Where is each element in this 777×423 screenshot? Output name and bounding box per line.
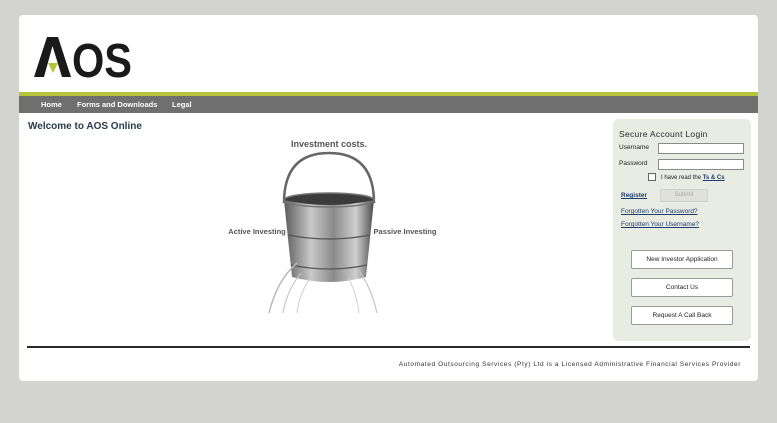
contact-us-button[interactable]: Contact Us <box>631 278 733 297</box>
terms-text <box>661 175 725 181</box>
investment-costs-illustration <box>199 135 439 315</box>
illustration-title: Investment costs. <box>290 139 368 149</box>
password-label: Password <box>619 160 648 167</box>
page-title: Welcome to AOS Online <box>28 121 142 132</box>
header <box>19 15 758 92</box>
terms-prefix: I have read the <box>661 175 702 181</box>
forgot-password-link[interactable]: Forgotten Your Password? <box>621 208 698 215</box>
request-call-back-button[interactable]: Request A Call Back <box>631 306 733 325</box>
nav-home[interactable]: Home <box>41 100 62 109</box>
forgot-username-link[interactable]: Forgotten Your Username? <box>621 221 700 228</box>
register-link[interactable]: Register <box>621 192 648 199</box>
main-nav <box>19 96 758 113</box>
footer-disclaimer: Automated Outsourcing Services (Pty) Ltd is a Licensed Administrative Financial Services Provider <box>398 361 741 368</box>
login-title: Secure Account Login <box>619 129 708 139</box>
nav-forms-and-downloads[interactable]: Forms and Downloads <box>77 100 158 109</box>
passive-investing-label: Passive Investing <box>373 227 437 236</box>
page-container <box>19 15 758 381</box>
login-panel <box>613 119 751 341</box>
username-input[interactable] <box>658 143 744 154</box>
nav-legal[interactable]: Legal <box>172 100 192 109</box>
terms-checkbox[interactable] <box>648 173 656 181</box>
terms-link[interactable]: Ts & Cs <box>702 175 725 181</box>
password-input[interactable] <box>658 159 744 170</box>
aos-logo[interactable] <box>34 33 134 88</box>
svg-text:OS: OS <box>72 35 132 88</box>
new-investor-application-button[interactable]: New Investor Application <box>631 250 733 269</box>
active-investing-label: Active Investing <box>228 227 286 236</box>
submit-button[interactable]: Submit <box>660 189 708 202</box>
footer-divider <box>27 346 750 348</box>
username-label: Username <box>619 144 649 151</box>
